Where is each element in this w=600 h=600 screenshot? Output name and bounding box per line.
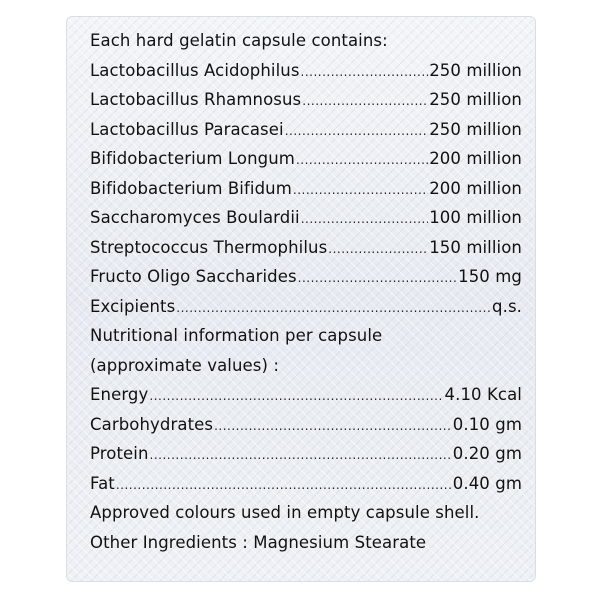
nutrient-value: 0.20 gm [452,444,522,463]
nutrient-value: 0.40 gm [452,473,522,493]
ingredient-name: Excipients [90,296,176,316]
ingredient-name: Lactobacillus Acidophilus [90,60,300,80]
ingredient-row [90,262,522,292]
ingredient-value: 150 million [429,237,522,257]
nutrition-subheading: (approximate values) : [90,355,280,375]
dot-leader [302,87,428,117]
ingredient-value: 200 million [429,149,522,168]
ingredient-name: Bifidobacterium Bifidum [90,178,292,198]
ingredient-value: 200 million [429,178,522,198]
ingredient-row [90,203,522,233]
colours-note: Approved colours used in empty capsule shell. [90,503,480,522]
dot-leader [176,294,491,324]
composition-heading: Each hard gelatin capsule contains: [90,31,388,50]
dot-leader [293,176,428,206]
dot-leader [116,471,452,501]
ingredient-name: Bifidobacterium Longum [90,149,295,168]
ingredient-value: 100 million [429,208,522,227]
ingredient-name: Saccharomyces Boulardii [90,208,300,227]
nutrition-row [90,439,522,469]
dot-leader [285,117,429,147]
ingredient-name: Fructo Oligo Saccharides [90,267,297,286]
dot-leader [301,205,428,235]
ingredient-row [90,233,522,263]
ingredient-value: 250 million [429,119,522,139]
ingredient-name: Streptococcus Thermophilus [90,237,328,257]
ingredient-name: Lactobacillus Paracasei [90,119,284,139]
ingredient-row [90,144,522,174]
nutrient-name: Carbohydrates [90,414,214,434]
nutrition-row [90,469,522,499]
ingredient-row [90,115,522,145]
dot-leader [214,412,452,442]
dot-leader [296,146,428,176]
nutrient-name: Energy [90,385,149,404]
nutrient-name: Protein [90,444,149,463]
ingredient-value: 150 mg [458,267,522,286]
dot-leader [301,58,429,88]
nutrition-row [90,380,522,410]
nutrient-name: Fat [90,473,115,493]
ingredient-value: 250 million [429,90,522,109]
ingredient-row [90,85,522,115]
composition-text [90,26,522,557]
dot-leader [149,382,443,412]
dot-leader [150,441,452,471]
ingredient-value: q.s. [492,296,522,316]
ingredient-value: 250 million [429,60,522,80]
ingredient-row [90,292,522,322]
other-ingredients: Other Ingredients : Magnesium Stearate [90,532,427,552]
ingredient-row [90,56,522,86]
nutrient-value: 0.10 gm [452,414,522,434]
nutrition-heading: Nutritional information per capsule [90,326,383,345]
nutrient-value: 4.10 Kcal [444,385,522,404]
ingredient-name: Lactobacillus Rhamnosus [90,90,302,109]
nutrition-row [90,410,522,440]
dot-leader [298,264,457,294]
dot-leader [328,235,428,265]
ingredient-row [90,174,522,204]
